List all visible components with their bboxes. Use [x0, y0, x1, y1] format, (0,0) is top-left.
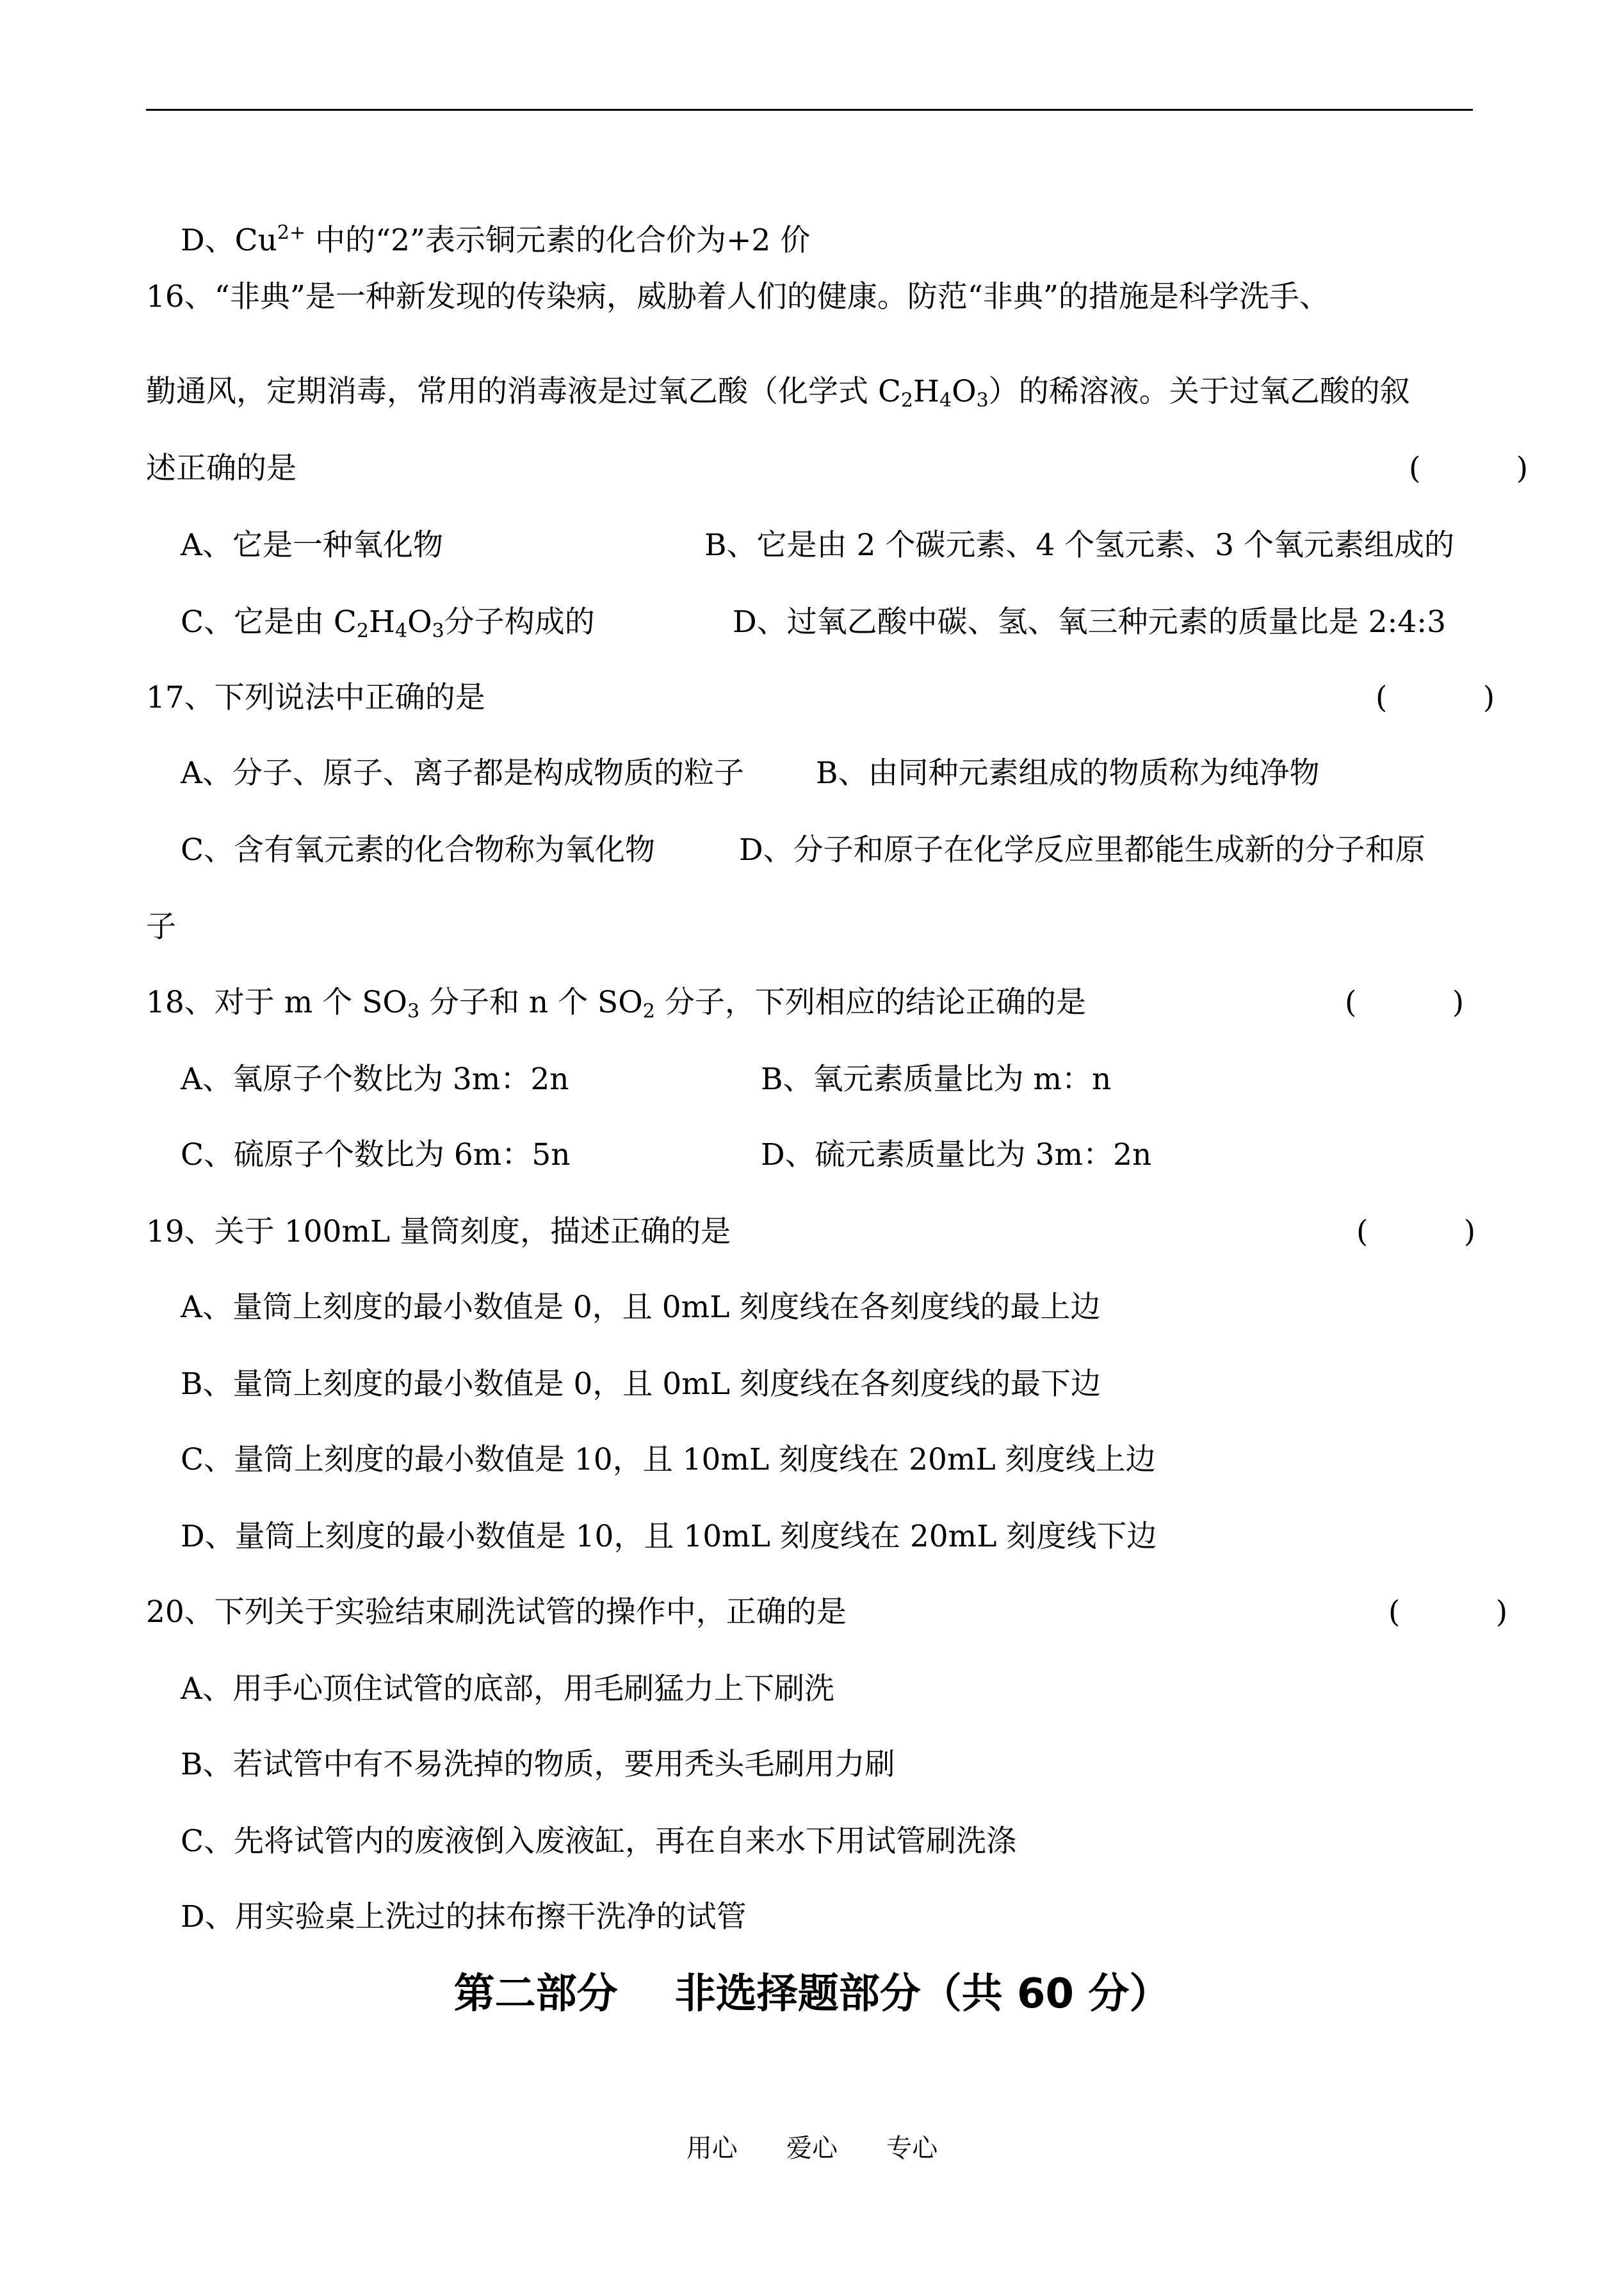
q15-option-d: D、$Cu^{2+}$ 中的“2”表示铜元素的化合价为+2 价: [181, 222, 811, 258]
q17-answer-blank: ( ): [1376, 680, 1495, 715]
q17-option-c: C、含有氧元素的化合物称为氧化物: [181, 832, 655, 868]
q16-option-d: D、过氧乙酸中碳、氢、氧三种元素的质量比是 2:4:3: [733, 604, 1446, 640]
q19-option-a: A、量筒上刻度的最小数值是 0，且 0mL 刻度线在各刻度线的最上边: [181, 1290, 1101, 1325]
section-title: 第二部分 非选择题部分（共 60 分）: [453, 1970, 1171, 2018]
q19-option-d: D、量筒上刻度的最小数值是 10，且 10mL 刻度线在 20mL 刻度线下边: [181, 1519, 1157, 1554]
q16-stem-line3: 述正确的是: [146, 451, 296, 486]
page-footer: 用心 爱心 专心: [686, 2134, 938, 2163]
q20-option-b: B、若试管中有不易洗掉的物质，要用秃头毛刷用力刷: [181, 1747, 895, 1782]
q18-stem: 18、对于 m 个 $SO_3$ 分子和 n 个 $SO_2$ 分子，下列相应的结论正确的是: [146, 985, 1086, 1023]
q19-stem: 19、关于 100mL 量筒刻度，描述正确的是: [146, 1214, 731, 1249]
q17-option-d-continued: 子: [146, 909, 176, 945]
q16-stem-line2: 勤通风，定期消毒，常用的消毒液是过氧乙酸（化学式 $C_2H_4O_3$）的稀溶液。关于过氧乙酸的叙: [146, 374, 1410, 412]
q19-option-b: B、量筒上刻度的最小数值是 0，且 0mL 刻度线在各刻度线的最下边: [181, 1366, 1101, 1402]
q20-stem: 20、下列关于实验结束刷洗试管的操作中，正确的是: [146, 1594, 847, 1630]
q19-option-c: C、量筒上刻度的最小数值是 10，且 10mL 刻度线在 20mL 刻度线上边: [181, 1442, 1156, 1477]
header-rule: [146, 109, 1473, 111]
q16-answer-blank: ( ): [1409, 451, 1529, 486]
q18-option-d: D、硫元素质量比为 3m：2n: [761, 1137, 1152, 1172]
q17-option-d: D、分子和原子在化学反应里都能生成新的分子和原: [739, 832, 1425, 868]
q18-answer-blank: ( ): [1345, 985, 1465, 1020]
q16-option-a: A、它是一种氧化物: [181, 528, 443, 563]
q20-option-a: A、用手心顶住试管的底部，用毛刷猛力上下刷洗: [181, 1671, 834, 1707]
q18-option-a: A、氧原子个数比为 3m：2n: [181, 1062, 569, 1097]
q16-option-b: B、它是由 2 个碳元素、4 个氢元素、3 个氧元素组成的: [704, 528, 1455, 563]
q19-answer-blank: ( ): [1356, 1214, 1476, 1249]
q20-option-c: C、先将试管内的废液倒入废液缸，再在自来水下用试管刷洗涤: [181, 1824, 1016, 1859]
q18-option-b: B、氧元素质量比为 m：n: [761, 1062, 1112, 1097]
q18-option-c: C、硫原子个数比为 6m：5n: [181, 1137, 571, 1172]
q20-answer-blank: ( ): [1388, 1594, 1508, 1630]
q16-option-c: C、它是由 $C_2H_4O_3$分子构成的: [181, 604, 595, 642]
q20-option-d: D、用实验桌上洗过的抹布擦干洗净的试管: [181, 1899, 747, 1934]
q16-stem-line1: 16、“非典”是一种新发现的传染病，威胁着人们的健康。防范“非典”的措施是科学洗手、: [146, 279, 1329, 314]
q17-option-b: B、由同种元素组成的物质称为纯净物: [816, 756, 1320, 791]
q17-stem: 17、下列说法中正确的是: [146, 680, 485, 715]
q17-option-a: A、分子、原子、离子都是构成物质的粒子: [181, 756, 744, 791]
